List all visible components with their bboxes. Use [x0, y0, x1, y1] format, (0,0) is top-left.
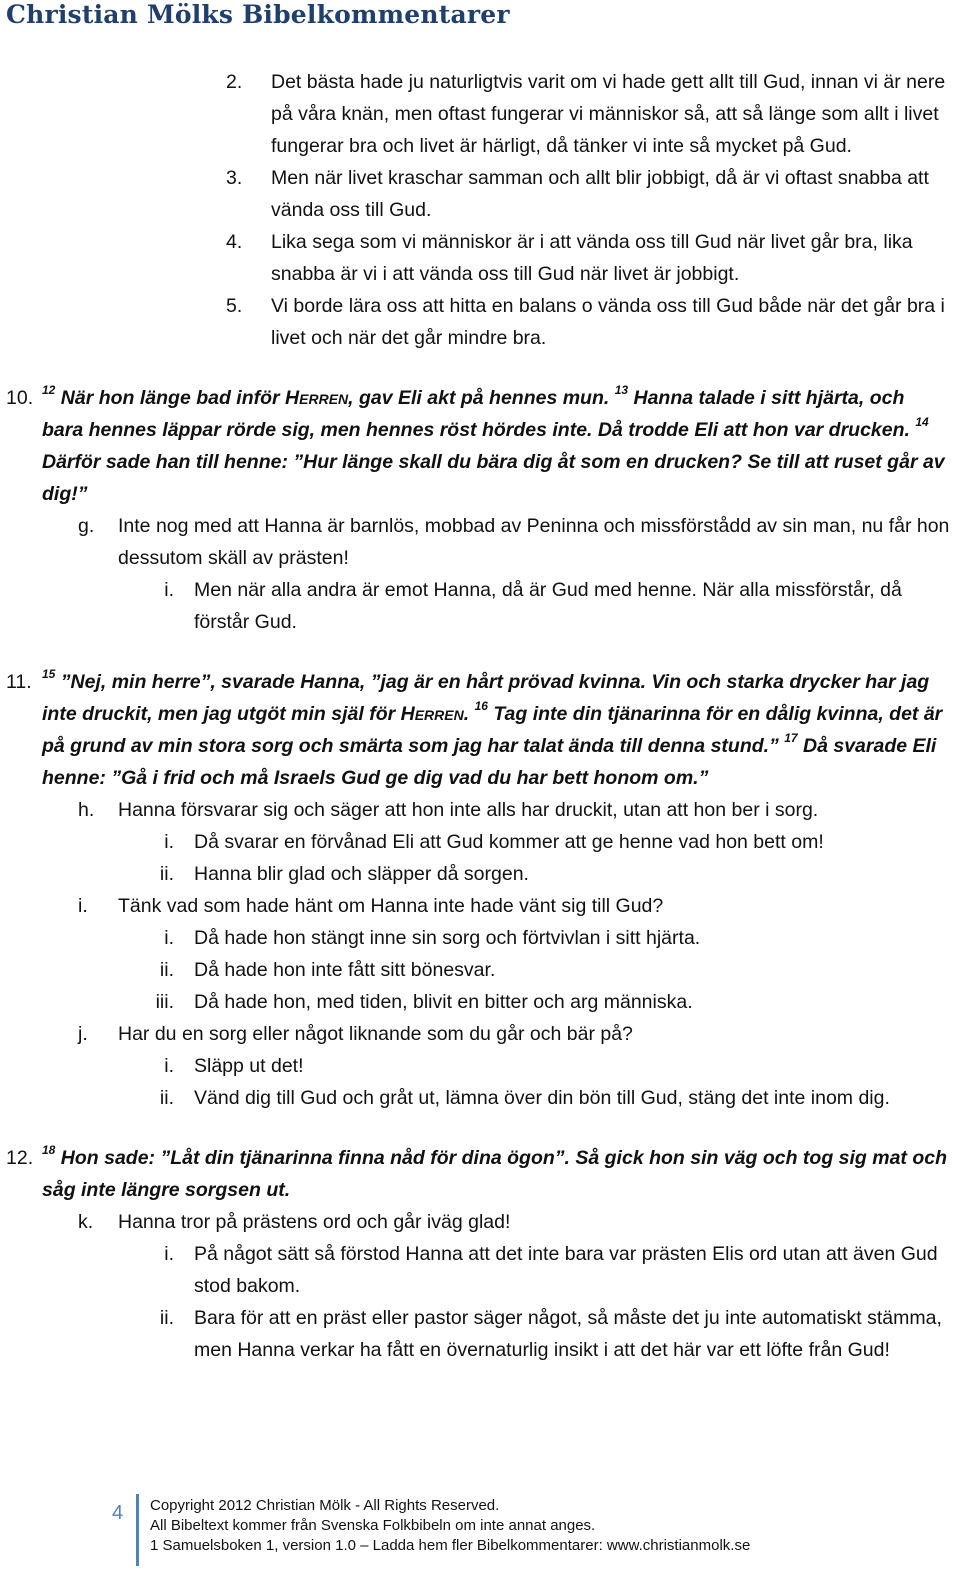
item-text: Bara för att en präst eller pastor säger något, så måste det ju inte automatiskt stämma, men Hanna verkar ha fått en övernaturlig insikt i att det här var ett löfte från Gud! — [194, 1307, 942, 1361]
item-text: Men när livet kraschar samman och allt blir jobbigt, då är vi oftast snabba att vända oss till Gud. — [271, 167, 929, 221]
source-line: All Bibeltext kommer från Svenska Folkbibeln om inte annat anges. — [150, 1517, 596, 1534]
item-text: Då hade hon, med tiden, blivit en bitter och arg människa. — [194, 991, 693, 1013]
footer-divider — [136, 1494, 139, 1566]
item-number: 2. — [226, 71, 243, 93]
item-text: Men när alla andra är emot Hanna, då är Gud med henne. När alla missförstår, då förstår Gud. — [194, 579, 902, 633]
bible-verse-text: $^{15}$ ”Nej, min herre”, svarade Hanna, ”jag är en hårt prövad kvinna. Vin och starka drycker har jag inte druckit, men jag utgöt min själ för Herren. $^{16}$ Tag inte din tjänarinna för en dålig kvinna, det är på grund av min stora sorg och smärta som jag har talat ända till denna stund.” $^{17}$ Då svarade Eli henne: ”Gå i frid och må Israels Gud ge dig vad du har bett honom om.” — [42, 667, 943, 789]
item-roman: ii. — [159, 1087, 174, 1109]
verse-block — [0, 1142, 960, 1206]
bible-verse-text: $^{18}$ Hon sade: ”Låt din tjänarinna finna nåd för dina ögon”. Så gick hon sin väg och tog sig mat och såg inte längre sorgsen ut. — [42, 1143, 948, 1201]
item-text: Vi borde lära oss att hitta en balans o vända oss till Gud både när det går bra i livet och när det går mindre bra. — [271, 295, 945, 349]
list-item — [0, 1018, 960, 1050]
item-roman: ii. — [159, 1307, 174, 1329]
section-number: 11. — [6, 671, 32, 693]
item-text: Hanna försvarar sig och säger att hon inte alls har druckit, utan att hon ber i sorg. — [118, 799, 819, 821]
item-roman: i. — [164, 927, 174, 949]
footer-text — [150, 1496, 750, 1556]
list-item — [0, 986, 960, 1018]
item-roman: iii. — [155, 991, 174, 1013]
commentary-body — [0, 66, 960, 1366]
list-item — [0, 858, 960, 890]
item-number: 5. — [226, 295, 243, 317]
list-item — [0, 1302, 960, 1366]
item-letter: g. — [78, 515, 95, 537]
section-number: 10. — [6, 387, 34, 409]
list-item — [0, 574, 960, 638]
list-item — [0, 890, 960, 922]
item-text: Då hade hon stängt inne sin sorg och förtvivlan i sitt hjärta. — [194, 927, 701, 949]
item-letter: i. — [78, 895, 88, 917]
page-footer — [0, 1492, 960, 1572]
item-roman: i. — [164, 831, 174, 853]
item-text: Inte nog med att Hanna är barnlös, mobbad av Peninna och missförstådd av sin man, nu får hon dessutom skäll av prästen! — [118, 515, 950, 569]
list-item — [0, 1238, 960, 1302]
section-number: 12. — [6, 1147, 34, 1169]
list-item — [0, 290, 960, 354]
list-item — [0, 1050, 960, 1082]
copyright-line: Copyright 2012 Christian Mölk - All Rights Reserved. — [150, 1497, 500, 1514]
item-text: Har du en sorg eller något liknande som du går och bär på? — [118, 1023, 633, 1045]
item-roman: i. — [164, 1055, 174, 1077]
item-text: Hanna blir glad och släpper då sorgen. — [194, 863, 529, 885]
item-text: Då svarar en förvånad Eli att Gud kommer att ge henne vad hon bett om! — [194, 831, 824, 853]
list-item — [0, 826, 960, 858]
bible-verse-text: $^{12}$ När hon länge bad inför Herren, gav Eli akt på hennes mun. $^{13}$ Hanna talade i sitt hjärta, och bara hennes läppar rörde sig, men hennes röst hördes inte. Då trodde Eli att hon var drucken. $^{14}$ Därför sade han till henne: ”Hur länge skall du bära dig åt som en drucken? Se till att ruset går av dig!” — [42, 383, 945, 505]
item-text: Tänk vad som hade hänt om Hanna inte hade vänt sig till Gud? — [118, 895, 664, 917]
item-text: Släpp ut det! — [194, 1055, 304, 1077]
list-item — [0, 510, 960, 574]
list-item — [0, 162, 960, 226]
item-text: Hanna tror på prästens ord och går iväg glad! — [118, 1211, 511, 1233]
item-number: 3. — [226, 167, 243, 189]
list-item — [0, 954, 960, 986]
list-item — [0, 794, 960, 826]
item-roman: i. — [164, 1243, 174, 1265]
item-letter: j. — [78, 1023, 88, 1045]
list-item — [0, 1082, 960, 1114]
page-number: 4 — [112, 1502, 124, 1524]
item-text: Det bästa hade ju naturligtvis varit om vi hade gett allt till Gud, innan vi är nere på våra knän, men oftast fungerar vi människor så, att så länge som allt i livet fungerar bra och livet är härligt, då tänker vi inte så mycket på Gud. — [271, 71, 946, 157]
item-number: 4. — [226, 231, 243, 253]
list-item — [0, 1206, 960, 1238]
item-text: På något sätt så förstod Hanna att det inte bara var prästen Elis ord utan att även Gud stod bakom. — [194, 1243, 938, 1297]
item-text: Då hade hon inte fått sitt bönesvar. — [194, 959, 496, 981]
download-line: 1 Samuelsboken 1, version 1.0 – Ladda hem fler Bibelkommentarer: www.christianmolk.se — [150, 1537, 751, 1554]
verse-block — [0, 666, 960, 794]
list-item — [0, 226, 960, 290]
item-text: Vänd dig till Gud och gråt ut, lämna över din bön till Gud, stäng det inte inom dig. — [194, 1087, 890, 1109]
item-letter: k. — [78, 1211, 94, 1233]
item-roman: ii. — [159, 863, 174, 885]
item-letter: h. — [78, 799, 95, 821]
item-roman: i. — [164, 579, 174, 601]
item-roman: ii. — [159, 959, 174, 981]
item-text: Lika sega som vi människor är i att vända oss till Gud när livet går bra, lika snabba är vi i att vända oss till Gud när livet är jobbigt. — [271, 231, 913, 285]
verse-block — [0, 382, 960, 510]
list-item — [0, 66, 960, 162]
list-item — [0, 922, 960, 954]
document-title: Christian Mölks Bibelkommentarer — [6, 0, 510, 29]
